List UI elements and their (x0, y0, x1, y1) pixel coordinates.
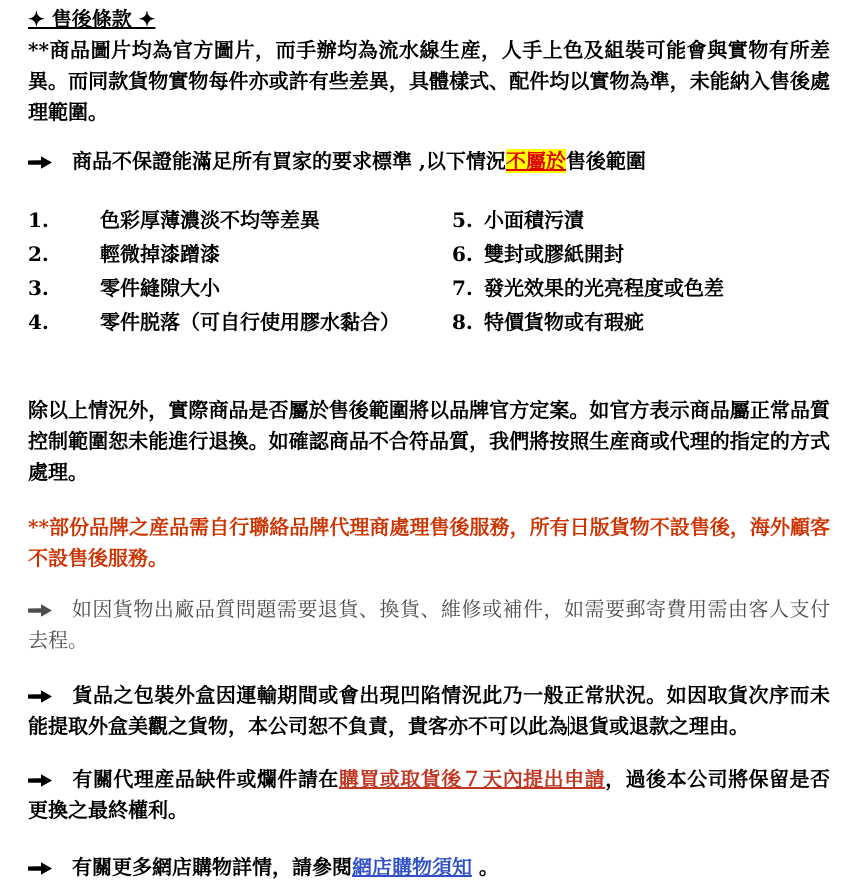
notice-prefix: 商品不保證能滿足所有買家的要求標準 ,以下情況 (71, 149, 506, 173)
list-item-text: 小面積污漬 (484, 208, 584, 232)
return-shipping-line (28, 594, 830, 656)
brand-warning-text: **部份品牌之産品需自行聯絡品牌代理商處理售後服務，所有日版貨物不設售後，海外顧客不設售後服務。 (28, 515, 830, 570)
list-item-text: 零件縫隙大小 (100, 276, 220, 300)
notice-suffix: 售後範圍 (565, 149, 646, 173)
packaging-text-after-caret: 退貨或退款之理由。 (569, 714, 749, 738)
list-item-number: 5. (452, 208, 473, 232)
packaging-text-before-caret: 貨品之包裝外盒因運輸期間或會出現凹陷情況此乃一般正常狀況。如因取貨次序而未能提取外盒美觀之貨物，本公司恕不負責，貴客亦不可以此為 (28, 683, 830, 738)
brand-warning-paragraph (28, 512, 830, 574)
claim-period-link[interactable]: 購買或取貨後７天內提出申請 (338, 767, 606, 791)
claim-prefix: 有關代理産品缺件或爛件請在 (72, 767, 339, 791)
list-item (28, 305, 452, 339)
list-item-text: 輕微掉漆蹭漆 (100, 242, 220, 266)
exclusion-list-left-column (28, 203, 452, 339)
policy-text: 除以上情況外，實際商品是否屬於售後範圍將以品牌官方定案。如官方表示商品屬正常品質控制範圍恕未能進行退換。如確認商品不合符品質，我們將按照生産商或代理的指定的方式處理。 (28, 398, 830, 484)
right-arrow-icon (28, 690, 53, 703)
list-item-number: 1. (28, 208, 49, 232)
list-item-number: 3. (28, 276, 49, 300)
right-arrow-icon (28, 156, 53, 169)
right-arrow-icon (28, 774, 53, 787)
list-item-text: 雙封或膠紙開封 (484, 242, 624, 266)
notice-highlight: 不屬於 (505, 149, 566, 173)
right-arrow-icon (28, 862, 53, 875)
claim-period-paragraph (28, 764, 830, 826)
list-item (28, 203, 452, 237)
list-item-number: 2. (28, 242, 49, 266)
list-item-number: 8. (452, 310, 473, 334)
list-item-text: 色彩厚薄濃淡不均等差異 (100, 208, 320, 232)
list-item (28, 271, 452, 305)
store-shopping-notes-link[interactable]: 網店購物須知 (351, 855, 472, 879)
list-item (452, 305, 830, 339)
notice-line (28, 146, 830, 177)
document-header (28, 6, 830, 32)
intro-text: **商品圖片均為官方圖片，而手辦均為流水線生産，人手上色及組裝可能會與實物有所差異。而同款貨物實物每件亦或許有些差異，具體樣式、配件均以實物為準，未能納入售後處理範圍。 (28, 38, 830, 124)
packaging-paragraph (28, 680, 830, 742)
list-item-number: 4. (28, 310, 49, 334)
intro-paragraph (28, 35, 830, 128)
right-arrow-icon (28, 604, 53, 617)
return-shipping-text: 如因貨物出廠品質問題需要退貨、換貨、維修或補件，如需要郵寄費用需由客人支付去程。 (28, 597, 831, 652)
list-item-number: 7. (452, 276, 473, 300)
claim-suffix: ，過後本公司將保留是否更換之最終權利。 (28, 767, 831, 822)
more-info-line (28, 852, 830, 883)
page-title: ✦ 售後條款 ✦ (28, 7, 156, 31)
more-info-prefix: 有關更多網店購物詳情，請參閱 (71, 855, 352, 879)
exclusion-list-right-column (452, 203, 830, 339)
list-item-text: 發光效果的光亮程度或色差 (484, 276, 724, 300)
list-item (452, 237, 830, 271)
list-item (452, 271, 830, 305)
list-item (28, 237, 452, 271)
exclusion-list (28, 203, 830, 339)
more-info-suffix: 。 (471, 855, 499, 879)
list-item-number: 6. (452, 242, 473, 266)
list-item (452, 203, 830, 237)
list-item-text: 零件脱落（可自行使用膠水黏合） (100, 310, 400, 334)
list-item-text: 特價貨物或有瑕疵 (484, 310, 644, 334)
policy-paragraph (28, 395, 830, 488)
